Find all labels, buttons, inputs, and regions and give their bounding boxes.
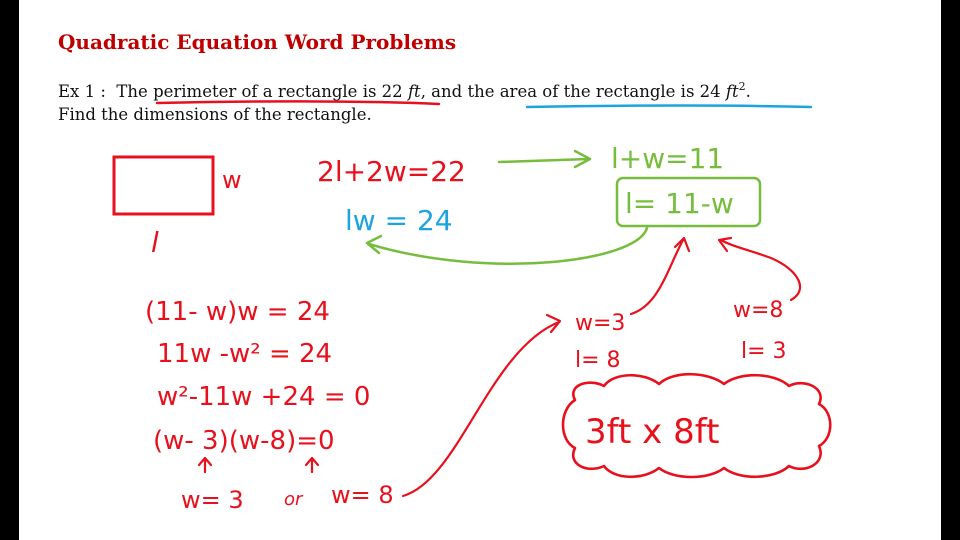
simplified-equation: l+w=11 xyxy=(611,142,725,175)
rectangle-sketch xyxy=(114,157,213,214)
rect-width-label: w xyxy=(222,166,242,194)
area-equation: lw = 24 xyxy=(345,204,453,237)
step-2: 11w -w² = 24 xyxy=(157,339,333,369)
root-pointer-icon xyxy=(199,458,211,472)
rect-length-label: l xyxy=(151,226,159,259)
arrow-to-simplified xyxy=(499,159,589,162)
solution-2-l: l= 3 xyxy=(741,339,787,364)
solution-1-l: l= 8 xyxy=(575,348,621,373)
perimeter-underline xyxy=(157,101,439,104)
sub-arrow-2 xyxy=(721,240,800,300)
root-2: w= 8 xyxy=(331,481,394,509)
solution-2-w: w=8 xyxy=(733,298,784,323)
area-unit-exponent: 2 xyxy=(738,80,746,93)
problem-text-end: . xyxy=(745,82,751,101)
or-word: or xyxy=(284,489,303,510)
root-pointer-icon xyxy=(306,458,318,472)
root-1: w= 3 xyxy=(181,486,244,514)
sub-arrow-1-head-icon xyxy=(675,238,689,251)
perimeter-equation: 2l+2w=22 xyxy=(317,155,466,188)
area-clause: area of the rectangle is 24 xyxy=(499,82,726,101)
problem-text-pre: The xyxy=(116,82,154,101)
page-title: Quadratic Equation Word Problems xyxy=(58,30,457,54)
step-4: (w- 3)(w-8)=0 xyxy=(153,426,335,456)
root-arrow xyxy=(403,322,559,496)
slide xyxy=(19,0,941,540)
perimeter-clause: perimeter of a rectangle is 22 xyxy=(153,82,408,101)
handwriting-layer xyxy=(19,0,941,540)
solution-1-w: w=3 xyxy=(575,311,626,336)
final-answer: 3ft x 8ft xyxy=(585,412,720,452)
area-unit: ft xyxy=(725,82,739,101)
step-1: (11- w)w = 24 xyxy=(145,297,330,327)
problem-text-mid: , and the xyxy=(420,82,500,101)
step-3: w²-11w +24 = 0 xyxy=(157,382,371,412)
problem-line-2: Find the dimensions of the rectangle. xyxy=(58,105,372,124)
area-underline xyxy=(527,106,811,108)
sub-arrow-1 xyxy=(631,240,683,314)
isolated-equation: l= 11-w xyxy=(625,187,734,220)
example-label: Ex 1 : xyxy=(58,82,106,101)
perimeter-unit: ft xyxy=(407,82,421,101)
